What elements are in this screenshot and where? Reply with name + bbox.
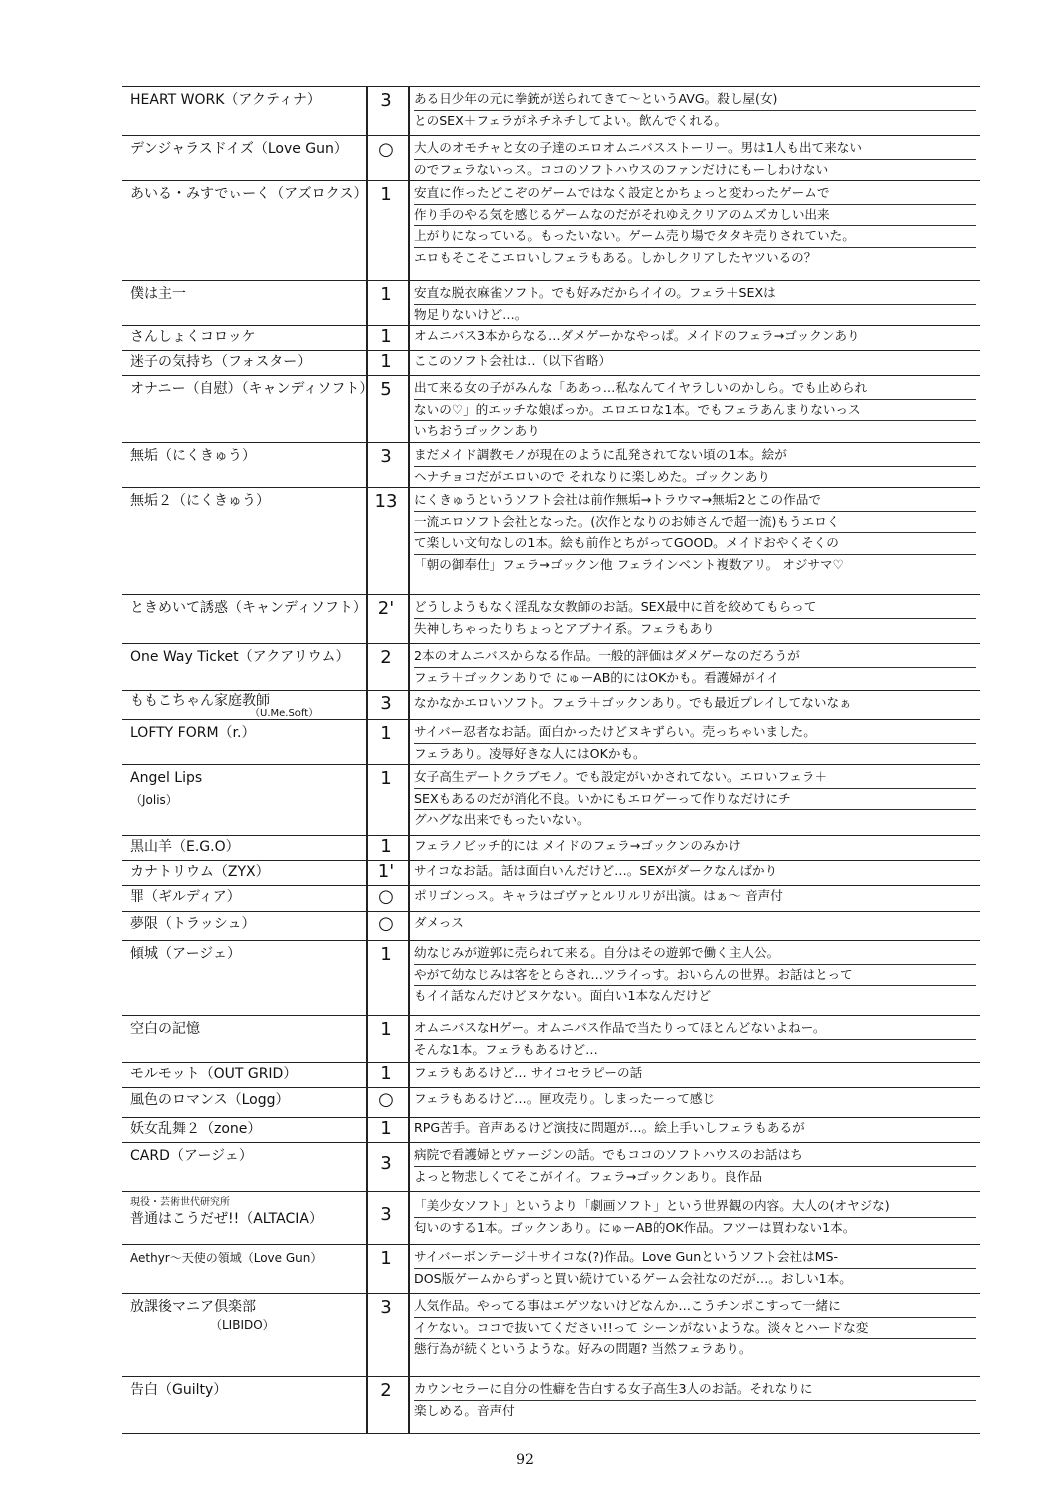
comment-line: やがて幼なじみは客をとらされ…ツライっす。おいらんの世界。お話はとって <box>414 965 976 987</box>
comment-line: 女子高生デートクラブモノ。でも設定がいかされてない。エロいフェラ＋ <box>414 767 976 789</box>
comment <box>414 378 976 442</box>
game-title-main: Angel Lips <box>130 770 203 786</box>
comment <box>414 913 976 934</box>
game-title: 空白の記憶 <box>130 1021 200 1037</box>
comment-line: 作り手のやる気を感じるゲームなのだがそれゆえクリアのムズカしい出来 <box>414 205 976 227</box>
score: 3 <box>380 1204 392 1225</box>
comment-line: ここのソフト会社は‥（以下省略） <box>414 353 612 368</box>
score: 13 <box>374 491 398 512</box>
comment-line: サイバーボンテージ＋サイコな(?)作品。Love Gunというソフト会社はMS- <box>414 1247 976 1269</box>
comment-line: よっと物悲しくてそこがイイ。フェラ→ゴックンあり。良作品 <box>414 1168 762 1184</box>
comment-line: 病院で看護婦とヴァージンの話。でもココのソフトハウスのお話はち <box>414 1145 976 1167</box>
game-publisher: （LIBIDO） <box>210 1318 275 1332</box>
comment <box>414 1089 976 1110</box>
table-row <box>122 1244 980 1293</box>
comment-line: 幼なじみが遊郭に売られて来る。自分はその遊郭で働く主人公。 <box>414 943 976 965</box>
table-row <box>122 885 980 911</box>
game-publisher: （Jolis） <box>130 793 178 807</box>
game-title: オナニー（自慰）（キャンディソフト） <box>130 381 374 397</box>
comment <box>414 490 976 575</box>
game-title: 罪（ギルディア） <box>130 889 241 905</box>
page-number: 92 <box>516 1452 534 1468</box>
game-title: 妖女乱舞２（zone） <box>130 1121 262 1137</box>
comment-line: のでフェラないっス。ココのソフトハウスのファンだけにもーしわけない <box>414 161 829 177</box>
game-title: あいる・みすでぃーく（アズロクス） <box>130 186 368 202</box>
comment <box>414 283 976 325</box>
game-title-main: 放課後マニア倶楽部 <box>130 1299 256 1315</box>
table-row <box>122 1376 980 1434</box>
score: 3 <box>380 1153 392 1174</box>
comment-line: 「朝の御奉仕」フェラ→ゴックン他 フェラインベント複数アリ。 オジサマ♡ <box>414 556 844 572</box>
table-row <box>122 86 980 135</box>
score: 1 <box>380 1118 392 1139</box>
table-row <box>122 764 980 835</box>
review-table <box>122 86 980 1434</box>
score: 1 <box>380 1019 392 1040</box>
table-row <box>122 325 980 350</box>
game-title: 僕は主一 <box>130 286 186 302</box>
comment-line: 「美少女ソフト」というより「劇画ソフト」という世界観の内容。大人の(オヤジな) <box>414 1196 976 1218</box>
comment-line: ダメっス <box>414 915 464 930</box>
comment <box>414 886 976 907</box>
table-row <box>122 690 980 719</box>
score: 1 <box>380 184 392 205</box>
score: 1 <box>380 944 392 965</box>
comment <box>414 351 976 372</box>
comment-line: とのSEX＋フェラがネチネチしてよい。飲んでくれる。 <box>414 112 728 128</box>
table-row <box>122 1117 980 1142</box>
game-publisher: （U.Me.Soft） <box>250 708 319 719</box>
comment-line: フェラノビッチ的には メイドのフェラ→ゴックンのみかけ <box>414 838 741 853</box>
comment-line: 大人のオモチャと女の子達のエロオムニバスストーリー。男は1人も出て来ない <box>414 138 976 160</box>
score: 1 <box>380 351 392 372</box>
comment-line: て楽しい文句なしの1本。絵も前作とちがってGOOD。メイドおやくそくの <box>414 533 976 555</box>
comment-line: オムニバスなHゲー。オムニバス作品で当たりってほとんどないよねー。 <box>414 1018 976 1040</box>
comment-line: まだメイド調教モノが現在のように乱発されてない頃の1本。絵が <box>414 445 976 467</box>
table-row <box>122 135 980 180</box>
comment <box>414 722 976 764</box>
comment-line: ないの♡」的エッチな娘ばっか。エロエロな1本。でもフェラあんまりないっス <box>414 400 976 422</box>
game-title <box>130 769 366 808</box>
game-title: Aethyr～天使の領域（Love Gun） <box>130 1251 323 1265</box>
comment-line: RPG苦手。音声あるけど演技に問題が…。絵上手いしフェラもあるが <box>414 1120 805 1135</box>
score: 1 <box>380 1063 392 1084</box>
table-row <box>122 180 980 280</box>
score: 1' <box>377 861 395 882</box>
game-title: LOFTY FORM（r.） <box>130 725 256 741</box>
comment <box>414 1296 976 1360</box>
comment-line: にくきゅうというソフト会社は前作無垢→トラウマ→無垢2とこの作品で <box>414 490 976 512</box>
comment <box>414 183 976 268</box>
game-title: ときめいて誘惑（キャンディソフト） <box>130 600 367 616</box>
table-row <box>122 280 980 325</box>
score: 1 <box>380 1248 392 1269</box>
comment-line: フェラもあるけど… サイコセラピーの話 <box>414 1065 643 1080</box>
comment <box>414 1196 976 1238</box>
score: 2' <box>377 598 395 619</box>
comment <box>414 836 976 857</box>
game-publisher: 現役・芸術世代研究所 <box>130 1197 230 1208</box>
comment-line: SEXもあるのだが消化不良。いかにもエロゲーって作りなだけにチ <box>414 789 976 811</box>
game-title-main: 普通はこうだぜ!!（ALTACIA） <box>130 1211 323 1227</box>
comment-line: 2本のオムニバスからなる作品。一般的評価はダメゲーなのだろうが <box>414 646 976 668</box>
table-row <box>122 350 980 375</box>
comment-line: 人気作品。やってる事はエゲツないけどなんか…こうチンポこすって一緒に <box>414 1296 976 1318</box>
table-row <box>122 375 980 442</box>
table-row <box>122 1062 980 1087</box>
comment <box>414 1145 976 1187</box>
comment <box>414 89 976 131</box>
game-title: One Way Ticket（アクアリウム） <box>130 649 350 665</box>
comment-line: DOS版ゲームからずっと買い続けているゲーム会社なのだが…。おしい1本。 <box>414 1270 852 1286</box>
game-title-main: ももこちゃん家庭教師 <box>130 693 270 709</box>
comment <box>414 1018 976 1060</box>
comment-line: 安直に作ったどこぞのゲームではなく設定とかちょっと変わったゲームで <box>414 183 976 205</box>
comment <box>414 646 976 688</box>
comment-line: 楽しめる。音声付 <box>414 1402 515 1418</box>
table-row <box>122 442 980 487</box>
score: 1 <box>380 768 392 789</box>
table-row <box>122 1142 980 1191</box>
score: ○ <box>378 886 394 907</box>
comment-line: フェラあり。凌辱好きな人にはOKかも。 <box>414 745 646 761</box>
comment <box>414 1118 976 1139</box>
comment-line: フェラ＋ゴックンありで にゅーAB的にはOKかも。看護婦がイイ <box>414 669 780 685</box>
comment <box>414 943 976 1007</box>
table-row <box>122 487 980 594</box>
comment-line: フェラもあるけど…。匣攻売り。しまったーって感じ <box>414 1091 716 1106</box>
comment-line: 出て来る女の子がみんな「ああっ…私なんてイヤラしいのかしら。でも止められ <box>414 378 976 400</box>
game-title: 告白（Guilty） <box>130 1382 228 1398</box>
game-title: さんしょくコロッケ <box>130 329 256 345</box>
comment-line: 物足りないけど…。 <box>414 306 528 322</box>
game-title: 無垢２（にくきゅう） <box>130 493 270 509</box>
comment-line: そんな1本。フェラもあるけど… <box>414 1041 598 1057</box>
table-row <box>122 860 980 885</box>
table-row <box>122 940 980 1015</box>
table-row <box>122 1191 980 1244</box>
table-row <box>122 594 980 643</box>
comment-line: グハグな出来でもったいない。 <box>414 812 590 828</box>
comment <box>414 861 976 882</box>
comment-line: どうしようもなく淫乱な女教師のお話。SEX最中に首を絞めてもらって <box>414 597 976 619</box>
comment-line: ポリゴンっス。キャラはゴヴァとルリルリが出演。はぁ～ 音声付 <box>414 888 783 903</box>
comment <box>414 1063 976 1084</box>
comment-line: 匂いのする1本。ゴックンあり。にゅーAB的OK作品。フツーは買わない1本。 <box>414 1219 856 1235</box>
game-title: 黒山羊（E.G.O） <box>130 839 240 855</box>
game-title: CARD（アージェ） <box>130 1148 253 1164</box>
score: 3 <box>380 693 392 714</box>
table-row <box>122 911 980 940</box>
comment-line: 上がりになっている。もったいない。ゲーム売り場でタタキ売りされていた。 <box>414 226 976 248</box>
comment-line: 態行為が続くというような。好みの問題? 当然フェラあり。 <box>414 1341 752 1357</box>
game-title: 夢限（トラッシュ） <box>130 916 256 932</box>
comment-line: オムニバス3本からなる…ダメゲーかなやっぱ。メイドのフェラ→ゴックンあり <box>414 328 860 343</box>
comment-line: 安直な脱衣麻雀ソフト。でも好みだからイイの。フェラ＋SEXは <box>414 283 976 305</box>
game-title: HEART WORK（アクティナ） <box>130 92 321 108</box>
score: ○ <box>378 1089 394 1110</box>
comment <box>414 597 976 639</box>
comment-line: 失神しちゃったりちょっとアブナイ系。フェラもあり <box>414 620 715 636</box>
score: 3 <box>380 446 392 467</box>
game-title: 傾城（アージェ） <box>130 946 242 962</box>
game-title <box>130 1298 366 1333</box>
table-row <box>122 643 980 690</box>
comment-line: ヘナチョコだがエロいので それなりに楽しめた。ゴックンあり <box>414 468 770 484</box>
comment-line: もイイ話なんだけどヌケない。面白い1本なんだけど <box>414 988 712 1004</box>
score: 1 <box>380 326 392 347</box>
comment <box>414 1247 976 1289</box>
score: 1 <box>380 284 392 305</box>
comment-line: イケない。ココで抜いてください!!って シーンがないような。淡々とハードな変 <box>414 1318 976 1340</box>
game-title: 風色のロマンス（Logg） <box>130 1092 290 1108</box>
comment-line: いちおうゴックンあり <box>414 423 540 439</box>
table-row <box>122 835 980 860</box>
score: 3 <box>380 1297 392 1318</box>
table-row <box>122 1293 980 1376</box>
score: 5 <box>380 379 392 400</box>
game-title <box>130 1196 366 1229</box>
game-title: 迷子の気持ち（フォスター） <box>130 354 312 370</box>
comment-line: 一流エロソフト会社となった。(次作となりのお姉さんで超一流)もうエロく <box>414 512 976 534</box>
comment <box>414 693 976 714</box>
score: 3 <box>380 90 392 111</box>
score: 2 <box>380 647 392 668</box>
score: 1 <box>380 723 392 744</box>
comment <box>414 326 976 347</box>
table-row <box>122 719 980 764</box>
comment-line: サイバー忍者なお話。面白かったけどヌキずらい。売っちゃいました。 <box>414 722 976 744</box>
score: 2 <box>380 1380 392 1401</box>
comment-line: ある日少年の元に拳銃が送られてきて～というAVG。殺し屋(女) <box>414 89 976 111</box>
game-title <box>130 692 366 719</box>
table-row <box>122 1015 980 1062</box>
comment-line: カウンセラーに自分の性癖を告白する女子高生3人のお話。それなりに <box>414 1379 976 1401</box>
comment <box>414 767 976 831</box>
game-title: カナトリウム（ZYX） <box>130 864 270 880</box>
score: ○ <box>378 913 394 934</box>
comment-line: サイコなお話。話は面白いんだけど…。SEXがダークなんばかり <box>414 863 778 878</box>
comment <box>414 1379 976 1421</box>
score: 1 <box>380 836 392 857</box>
game-title: デンジャラスドイズ（Love Gun） <box>130 141 348 157</box>
score: ○ <box>378 139 394 160</box>
comment <box>414 445 976 487</box>
comment <box>414 138 976 180</box>
game-title: モルモット（OUT GRID） <box>130 1066 298 1082</box>
game-title: 無垢（にくきゅう） <box>130 448 256 464</box>
comment-line: エロもそこそこエロいしフェラもある。しかしクリアしたヤツいるの？ <box>414 249 817 265</box>
table-row <box>122 1087 980 1117</box>
comment-line: なかなかエロいソフト。フェラ＋ゴックンあり。でも最近プレイしてないなぁ <box>414 695 852 710</box>
